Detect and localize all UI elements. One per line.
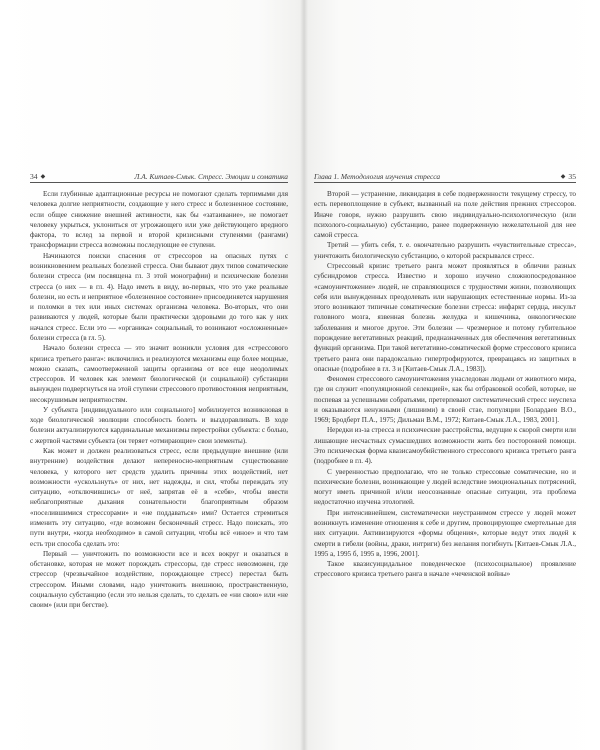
book-gutter <box>300 0 308 750</box>
left-page-header <box>30 170 288 182</box>
paragraph: Стрессовый кризис третьего ранга может проявляться в обличии разных субсиндромов стресса. Известно и хорошо изучено сложнопосредованное «самоуничтожение» людей, не справляющихся с трудностями жизни, позволяющих себя или вынужденных преодолевать или нарушающих естественные нормы. Из-за этого возникают типичные соматические болезни стресса: инфаркт сердца, инсульт головного мозга, язвенная болезнь желудка и кишечника, онкологические заболевания и многое другое. Эти болезни — чрезмерное и потому губительное порождение вегетативных реакций, предназначенных для обеспечения вегетативных функций организма. При такой вегетативно-соматической форме стрессового кризиса третьего ранга они парадоксально гипертрофируются, превращаясь из защитных в опасные (подробнее в гл. 3 и [Китаев-Смык Л.А., 1983]). <box>314 261 576 373</box>
left-running-title: Л.А. Китаев-Смык. Стресс. Эмоции и соматика <box>134 171 288 181</box>
paragraph: С уверенностью предполагаю, что не только стрессовые соматические, но и психические болезни, возникающие у людей вследствие эмоциональных потрясений, могут иметь причиной и/или неосознанные опасные ситуации, эта проблема недостаточно изучена этологией. <box>314 467 576 507</box>
paragraph: Феномен стрессового самоуничтожения унаследован людьми от животного мира, где он служит «популяционной селекцией», как бы отбраковкой особей, которые, не поспевая за успешными собратьями, претерпевают систематический стресс неуспеха и оказываются ненужными (лишними) в своей стае, популяции [Болардаев В.О., 1969; Бродберт П.А., 1975; Дильман В.М., 1972; Китаев-Смык Л.А., 1983, 2001]. <box>314 375 576 425</box>
right-running-title: Глава 1. Методология изучения стресса <box>314 171 441 181</box>
left-header-rule <box>30 182 288 183</box>
left-page-body <box>30 189 288 611</box>
paragraph: Второй — устранение, ликвидация в себе подверженности текущему стрессу, то есть перевоплощение в субъект, вызванный на поле действия прежних стрессоров. Иначе говоря, нужно разрушить свою индивидуально-психологическую (или психолого-социальную) субстанцию, ранее подверженную нежелательной для нее самой стресса. <box>314 190 576 240</box>
paragraph: Если глубинные адаптационные ресурсы не помогают сделать терпимыми для человека долгие неприятности, создающие у него стресс и болезненное состояние, если общее снижение внешней активности, как бы «затаивание», не помогает человеку укрыться, уклониться от угрожающего или уже действующего вредного фактора, то вслед за первой и второй кризисными ступенями (рангами) трансформации стресса возможны последующие ее ступени. <box>30 190 288 250</box>
paragraph: При интенсивнейшем, систематически неустранимом стрессе у людей может возникнуть изменение отношения к себе и другим, провоцирующее смертельные для них ситуации. Активизируются «формы общения», которые ведут этих людей к смерти в гибели (войны, драки, интриги) без желания погибнуть [Китаев-Смык Л.А., 1995 а, 1995 б, 1995 в, 1996, 2001]. <box>314 508 576 558</box>
paragraph: Первый — уничтожить по возможности все и всех вокруг и оказаться в обстановке, которая не может порождать стрессоры, где стресс невозможен, где стрессор (чрезвычайное воздействие, порождающее стресс) перестал быть стрессором. Иными словами, надо уничтожить внешнюю, пространственную, социальную субстанцию (если это нельзя сделать, то сделать ее «ни свою» или «не своим» (или при бегстве). <box>30 549 288 610</box>
paragraph: Такое квазисуицидальное поведенческое (психосоциальное) проявление стрессового кризиса третьего ранга в начале «чеченской войны» <box>314 560 576 579</box>
right-header-rule <box>314 182 576 183</box>
right-page-body <box>314 189 576 580</box>
right-page <box>304 0 600 750</box>
paragraph: Как может и должен реализоваться стресс, если предыдущие внешние (или внутренние) воздействия делают непереносно-неприятным существование человека, у которого нет средств удалить причины этих воздействий, нет возможности «ускользнуть» от них, нет надежды, и сил, чтобы переждать эту ситуацию, «отключившись» от неё, запрятав её в «себя», чтобы ввести неблагоприятные дыхания сознательности благоприятным образом «поселившимися стрессорами» и «не поддаваться» ими? Остается стремиться изменить эту ситуацию, «где возможен бесконечный стресс. Надо поискать, это пути внутри, «когда необходимо» в самой ситуации, чтобы всё «иное» и что там есть три способа сделать это: <box>30 447 288 548</box>
right-page-header <box>314 170 576 182</box>
diamond-icon: ◆ <box>40 173 46 180</box>
paragraph: Начинаются поиски спасения от стрессоров на опасных путях с возникновением реальных болезней стресса. Они бывают двух типов соматические болезни стресса (им посвящена гл. 3 этой монографии) и психические болезни стресса (о них — в гл. 4). Надо иметь в виду, во-первых, что это уже реальные болезни, но есть и неприятное «болезненное состояние» присоединяется нарушения и поломки в тех или иных системах организма человека. Во-вторых, что они развиваются у людей, которые были практически здоровыми до того как у них начался стресс. Если это — «органика» социальный, то возникают «осложненные» болезни стресса (в гл. 5). <box>30 251 288 342</box>
left-page-number: 34 <box>30 171 38 181</box>
paragraph: Нередки из-за стресса и психические расстройства, ведущие к скорой смерти или лишающие несчастных сумасшедших возможности жить без посторонней помощи. Это психическая форма квазисамоубийственного стрессового кризиса третьего ранга (подробнее в гл. 4). <box>314 426 576 466</box>
diamond-icon: ◆ <box>560 173 566 180</box>
paragraph: Начало болезни стресса — это значит возникли условия для «стрессового кризиса третьего ранга»: включились и реализуются механизмы еще более мощные, можно сказать, самоотверженной защиты организма от все еще неодолимых стрессоров. И человек как элемент биологической (и социальной) субстанции вынужден подвергнуться на этой ступени стрессового противостояния неприятным, несокрушимым неприятностям. <box>30 344 288 404</box>
paragraph: У субъекта [индивидуального или социального] мобилизуется возникновая в ходе биологической эволюции способность болеть и выздоравливать. В ходе болезни актуализируются кардинальные механизмы перестройки субъекта: с болью, с жертвой частями субъекта (он теряет «отмирающие» свои элементы). <box>30 405 288 445</box>
paragraph: Третий — убить себя, т. е. окончательно разрушить «чувствительные стресса», уничтожить биологическую субстанцию, о которой раскрывался стресс. <box>314 241 576 260</box>
right-page-number: 35 <box>568 171 576 181</box>
